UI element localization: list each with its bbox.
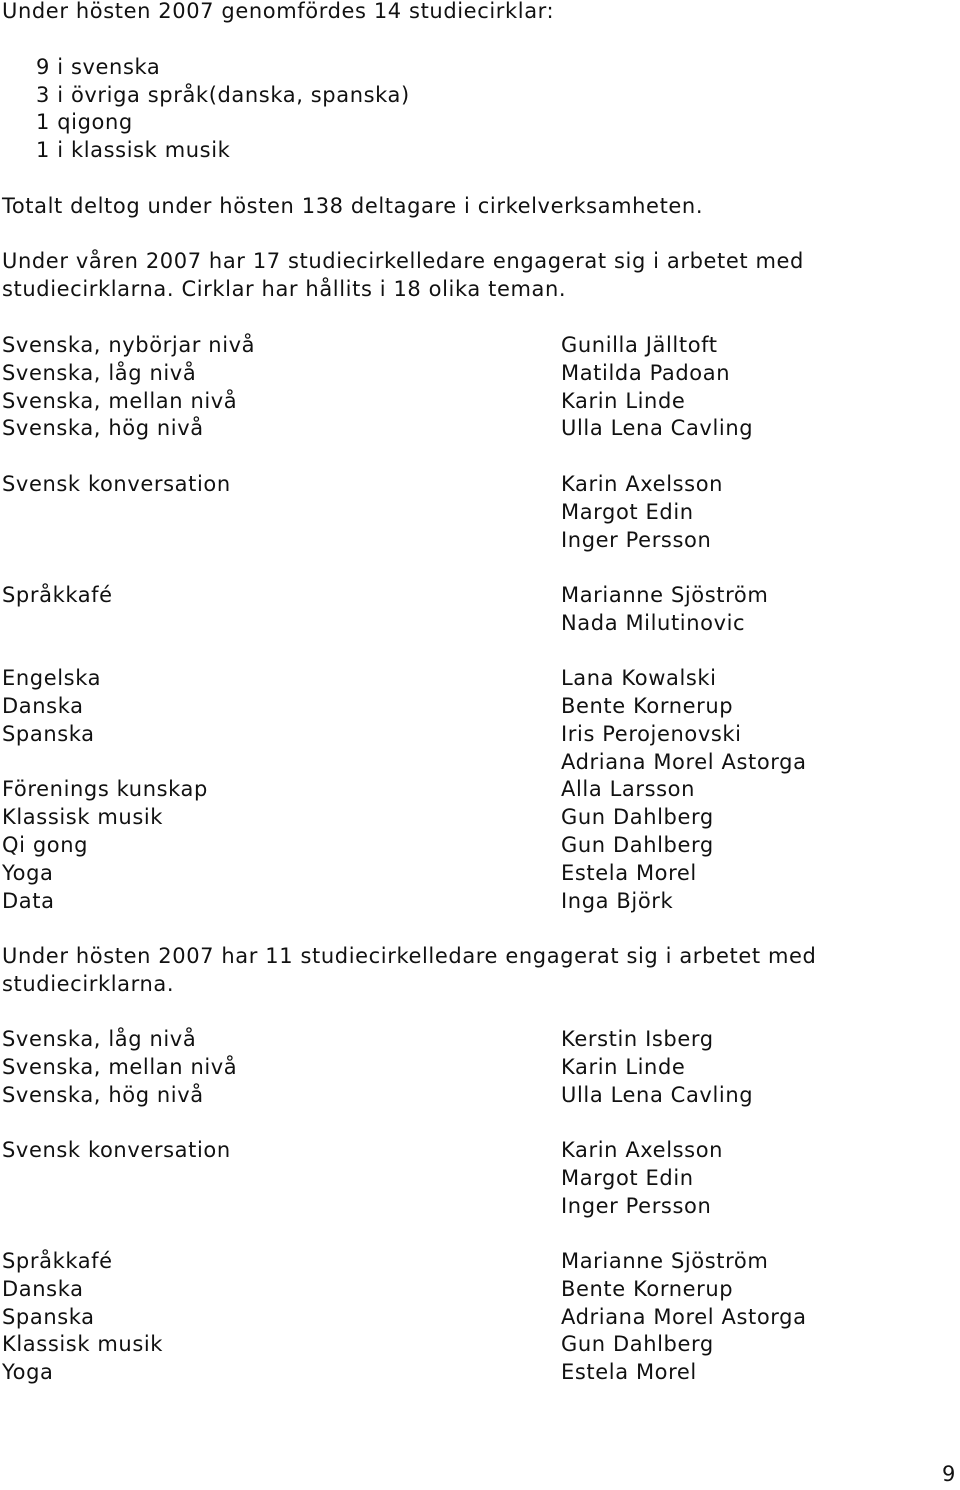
leader-name: Gun Dahlberg [561, 805, 714, 829]
subject-label: Förenings kunskap [2, 777, 208, 801]
subject-label: Yoga [2, 1360, 54, 1384]
subject-label: Svenska, hög nivå [2, 416, 204, 440]
leader-name: Gun Dahlberg [561, 1332, 714, 1356]
count-line: 1 i klassisk musik [36, 138, 231, 162]
leader-name: Alla Larsson [561, 777, 696, 801]
leader-name: Gun Dahlberg [561, 833, 714, 857]
leader-name: Adriana Morel Astorga [561, 1305, 807, 1329]
leader-name: Inga Björk [561, 889, 674, 913]
leader-name: Karin Linde [561, 1055, 686, 1079]
leader-name: Iris Perojenovski [561, 722, 742, 746]
leader-name: Ulla Lena Cavling [561, 1083, 754, 1107]
subject-label: Svenska, nybörjar nivå [2, 333, 256, 357]
subject-label: Svensk konversation [2, 472, 231, 496]
subject-label: Svenska, låg nivå [2, 1027, 197, 1051]
count-line: 9 i svenska [36, 55, 161, 79]
subject-label: Data [2, 889, 55, 913]
leader-name: Margot Edin [561, 1166, 694, 1190]
subject-label: Svenska, låg nivå [2, 361, 197, 385]
leader-name: Kerstin Isberg [561, 1027, 714, 1051]
leader-name: Karin Axelsson [561, 472, 724, 496]
leader-name: Nada Milutinovic [561, 611, 746, 635]
leader-name: Gunilla Jälltoft [561, 333, 718, 357]
leader-name: Marianne Sjöström [561, 583, 769, 607]
subject-label: Svenska, mellan nivå [2, 389, 238, 413]
subject-label: Danska [2, 694, 84, 718]
intro-heading: Under hösten 2007 genomfördes 14 studiecirklar: [2, 0, 555, 23]
total-participants-text: Totalt deltog under hösten 138 deltagare i cirkelverksamheten. [2, 194, 704, 218]
autumn-summary-line: Under hösten 2007 har 11 studiecirkelledare engagerat sig i arbetet med [2, 944, 817, 968]
leader-name: Estela Morel [561, 861, 697, 885]
leader-name: Matilda Padoan [561, 361, 731, 385]
subject-label: Språkkafé [2, 1249, 113, 1273]
subject-label: Svenska, mellan nivå [2, 1055, 238, 1079]
spring-summary-line: Under våren 2007 har 17 studiecirkelledare engagerat sig i arbetet med [2, 249, 804, 273]
leader-name: Karin Axelsson [561, 1138, 724, 1162]
leader-name: Bente Kornerup [561, 694, 734, 718]
page-number: 9 [942, 1462, 956, 1486]
spring-summary-line: studiecirklarna. Cirklar har hållits i 18 olika teman. [2, 277, 567, 301]
subject-label: Klassisk musik [2, 805, 164, 829]
leader-name: Bente Kornerup [561, 1277, 734, 1301]
subject-label: Svenska, hög nivå [2, 1083, 204, 1107]
subject-label: Danska [2, 1277, 84, 1301]
leader-name: Adriana Morel Astorga [561, 750, 807, 774]
leader-name: Lana Kowalski [561, 666, 717, 690]
subject-label: Spanska [2, 722, 95, 746]
count-line: 1 qigong [36, 110, 133, 134]
leader-name: Ulla Lena Cavling [561, 416, 754, 440]
count-line: 3 i övriga språk(danska, spanska) [36, 83, 410, 107]
subject-label: Spanska [2, 1305, 95, 1329]
subject-label: Qi gong [2, 833, 89, 857]
subject-label: Engelska [2, 666, 102, 690]
leader-name: Estela Morel [561, 1360, 697, 1384]
subject-label: Språkkafé [2, 583, 113, 607]
subject-label: Yoga [2, 861, 54, 885]
subject-label: Klassisk musik [2, 1332, 164, 1356]
leader-name: Karin Linde [561, 389, 686, 413]
leader-name: Margot Edin [561, 500, 694, 524]
subject-label: Svensk konversation [2, 1138, 231, 1162]
leader-name: Inger Persson [561, 1194, 712, 1218]
leader-name: Inger Persson [561, 528, 712, 552]
autumn-summary-line: studiecirklarna. [2, 972, 175, 996]
leader-name: Marianne Sjöström [561, 1249, 769, 1273]
